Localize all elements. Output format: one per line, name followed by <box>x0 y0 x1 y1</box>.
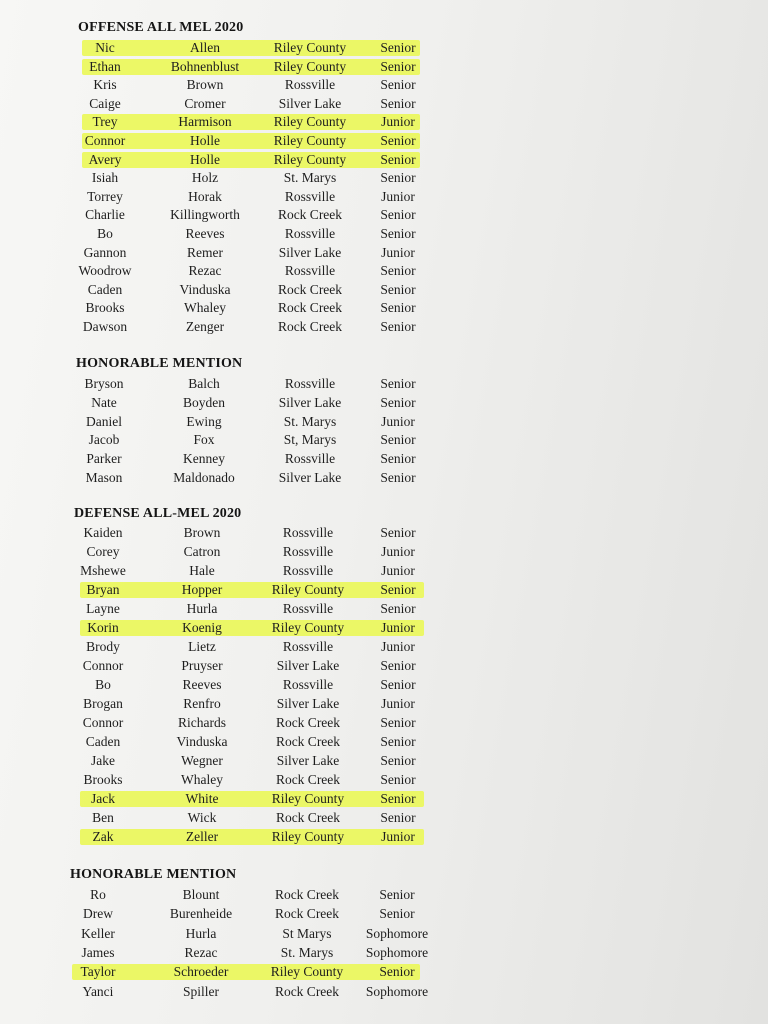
class-year: Junior <box>381 188 415 204</box>
roster-row <box>0 561 768 580</box>
school-name: Rock Creek <box>277 300 343 316</box>
class-year: Senior <box>380 432 416 448</box>
class-year: Senior <box>380 319 416 334</box>
roster-row <box>0 75 768 94</box>
class-year: Senior <box>380 451 416 467</box>
school-name: Rock Creek <box>277 207 343 223</box>
last-name: Reeves <box>185 226 225 241</box>
last-name: Maldonado <box>173 470 235 485</box>
school-name: Rossville <box>284 77 336 93</box>
roster-row <box>0 694 768 713</box>
last-name: Koenig <box>182 620 222 635</box>
first-name: James <box>81 944 115 960</box>
class-year: Senior <box>380 470 416 485</box>
roster-row <box>0 904 768 923</box>
first-name: Jacob <box>88 432 120 448</box>
first-name: Isiah <box>91 170 119 186</box>
last-name: Kenney <box>183 451 225 467</box>
last-name: Blount <box>182 887 220 902</box>
school-name: Rossville <box>282 601 334 616</box>
roster-row <box>0 751 768 770</box>
school-name: Rock Creek <box>274 983 340 999</box>
first-name: Nic <box>95 40 115 55</box>
last-name: Boyden <box>183 394 225 410</box>
class-year: Junior <box>381 639 415 654</box>
first-name: Connor <box>82 658 124 673</box>
class-year: Senior <box>380 58 416 74</box>
first-name: Gannon <box>83 244 127 260</box>
roster-row <box>0 637 768 656</box>
school-name: Rossville <box>284 226 336 241</box>
class-year: Sophomore <box>365 983 429 999</box>
first-name: Bo <box>97 226 113 241</box>
last-name: Killingworth <box>170 207 240 223</box>
last-name: Balch <box>188 376 220 391</box>
roster-row <box>0 112 768 131</box>
roster-row <box>0 187 768 206</box>
class-year: Senior <box>380 170 416 186</box>
last-name: Renfro <box>183 696 221 711</box>
last-name: Rezac <box>184 944 218 960</box>
last-name: Richards <box>178 715 226 730</box>
last-name: Reeves <box>182 677 222 692</box>
last-name: Zenger <box>185 319 225 334</box>
roster-row <box>0 38 768 57</box>
roster-row <box>0 789 768 808</box>
class-year: Senior <box>379 964 415 980</box>
school-name: Rossville <box>284 263 336 279</box>
first-name: Torrey <box>87 188 123 204</box>
first-name: Kaiden <box>83 525 123 540</box>
last-name: Zeller <box>185 829 219 844</box>
class-year: Senior <box>380 601 416 616</box>
class-year: Senior <box>380 753 416 768</box>
roster-row <box>0 885 768 904</box>
first-name: Brooks <box>85 300 125 316</box>
first-name: Caden <box>85 734 121 749</box>
school-name: Riley County <box>273 58 347 74</box>
last-name: Lietz <box>188 639 216 654</box>
first-name: Jack <box>91 791 115 806</box>
last-name: Catron <box>183 544 221 559</box>
class-year: Junior <box>381 244 415 260</box>
roster-row <box>0 412 768 431</box>
roster-row <box>0 827 768 846</box>
class-year: Junior <box>381 544 415 559</box>
section-title: HONORABLE MENTION <box>76 356 243 371</box>
last-name: Whaley <box>184 300 226 316</box>
first-name: Mshewe <box>80 563 126 578</box>
last-name: Hopper <box>181 582 223 597</box>
school-name: Silver Lake <box>276 696 340 711</box>
first-name: Korin <box>87 620 119 635</box>
class-year: Senior <box>380 151 416 167</box>
school-name: Silver Lake <box>276 658 340 673</box>
roster-row <box>0 943 768 962</box>
class-year: Senior <box>380 281 416 297</box>
first-name: Kris <box>93 77 117 93</box>
first-name: Avery <box>88 151 122 167</box>
class-year: Senior <box>380 133 416 148</box>
school-name: Rock Creek <box>277 319 343 334</box>
first-name: Connor <box>84 133 126 148</box>
class-year: Senior <box>380 300 416 316</box>
school-name: Rossville <box>284 188 336 204</box>
first-name: Bo <box>95 677 111 692</box>
roster-row <box>0 298 768 317</box>
school-name: Rossville <box>282 677 334 692</box>
first-name: Charlie <box>85 207 125 223</box>
last-name: Rezac <box>188 263 222 279</box>
roster-row <box>0 982 768 1001</box>
school-name: St. Marys <box>280 944 334 960</box>
class-year: Junior <box>381 829 415 844</box>
last-name: Horak <box>188 188 222 204</box>
class-year: Senior <box>380 658 416 673</box>
class-year: Senior <box>380 791 416 806</box>
last-name: Holle <box>190 133 220 148</box>
class-year: Senior <box>380 677 416 692</box>
first-name: Jake <box>91 753 115 768</box>
class-year: Senior <box>379 887 415 902</box>
class-year: Junior <box>381 696 415 711</box>
school-name: Riley County <box>271 620 345 635</box>
school-name: Rock Creek <box>275 715 341 730</box>
class-year: Senior <box>380 772 416 787</box>
last-name: Holle <box>190 151 220 167</box>
first-name: Layne <box>86 601 120 616</box>
roster-row <box>0 393 768 412</box>
first-name: Keller <box>81 925 115 941</box>
first-name: Woodrow <box>78 263 132 279</box>
roster-row <box>0 618 768 637</box>
school-name: Rock Creek <box>275 772 341 787</box>
school-name: St Marys <box>282 925 332 941</box>
last-name: Brown <box>183 525 221 540</box>
school-name: Silver Lake <box>278 95 342 111</box>
roster-row <box>0 599 768 618</box>
first-name: Brooks <box>83 772 123 787</box>
first-name: Drew <box>83 906 113 922</box>
class-year: Sophomore <box>365 925 429 941</box>
first-name: Ben <box>92 810 114 825</box>
roster-row <box>0 770 768 789</box>
roster-row <box>0 168 768 187</box>
class-year: Senior <box>380 715 416 730</box>
section-title: OFFENSE ALL MEL 2020 <box>78 20 244 35</box>
first-name: Ro <box>90 887 106 902</box>
section-title: DEFENSE ALL-MEL 2020 <box>74 506 242 521</box>
last-name: Pruyser <box>181 658 223 673</box>
roster-row <box>0 542 768 561</box>
last-name: Allen <box>190 40 220 55</box>
school-name: Silver Lake <box>278 244 342 260</box>
school-name: Riley County <box>273 133 347 148</box>
class-year: Junior <box>381 563 415 578</box>
last-name: Remer <box>187 244 223 260</box>
school-name: Rossville <box>282 639 334 654</box>
class-year: Senior <box>380 734 416 749</box>
first-name: Caden <box>87 281 123 297</box>
first-name: Ethan <box>89 58 121 74</box>
last-name: Holz <box>191 170 219 186</box>
class-year: Senior <box>380 40 416 55</box>
first-name: Daniel <box>86 413 122 429</box>
roster-row <box>0 374 768 393</box>
class-year: Senior <box>380 263 416 279</box>
first-name: Caige <box>89 95 121 111</box>
first-name: Brogan <box>83 696 123 711</box>
school-name: Rossville <box>282 525 334 540</box>
roster-row <box>0 150 768 169</box>
school-name: Rock Creek <box>275 734 341 749</box>
roster-row <box>0 523 768 542</box>
class-year: Junior <box>381 413 415 429</box>
class-year: Senior <box>380 376 416 391</box>
school-name: Silver Lake <box>276 753 340 768</box>
first-name: Yanci <box>82 983 114 999</box>
roster-row <box>0 224 768 243</box>
class-year: Senior <box>380 525 416 540</box>
school-name: Silver Lake <box>278 394 342 410</box>
school-name: Riley County <box>271 829 345 844</box>
roster-row <box>0 261 768 280</box>
first-name: Dawson <box>82 319 128 334</box>
roster-row <box>0 675 768 694</box>
school-name: Rossville <box>284 451 336 467</box>
roster-row <box>0 57 768 76</box>
roster-row <box>0 280 768 299</box>
first-name: Mason <box>85 470 123 485</box>
roster-row <box>0 449 768 468</box>
school-name: Rossville <box>282 544 334 559</box>
class-year: Senior <box>380 95 416 111</box>
first-name: Brody <box>86 639 120 654</box>
school-name: Rock Creek <box>277 281 343 297</box>
school-name: Rossville <box>282 563 334 578</box>
last-name: Vinduska <box>179 281 231 297</box>
last-name: Harmison <box>178 114 232 130</box>
class-year: Senior <box>380 77 416 93</box>
last-name: Hale <box>189 563 215 578</box>
class-year: Junior <box>381 620 415 635</box>
school-name: Rock Creek <box>274 887 340 902</box>
first-name: Nate <box>91 394 117 410</box>
last-name: Wick <box>187 810 217 825</box>
class-year: Senior <box>379 906 415 922</box>
school-name: Rock Creek <box>274 906 340 922</box>
roster-row <box>0 243 768 262</box>
school-name: Silver Lake <box>278 470 342 485</box>
school-name: Rock Creek <box>275 810 341 825</box>
last-name: Cromer <box>184 95 226 111</box>
last-name: Ewing <box>186 413 222 429</box>
roster-row <box>0 808 768 827</box>
roster-row <box>0 468 768 487</box>
class-year: Senior <box>380 394 416 410</box>
roster-row <box>0 732 768 751</box>
first-name: Connor <box>82 715 124 730</box>
class-year: Senior <box>380 226 416 241</box>
last-name: Brown <box>186 77 224 93</box>
last-name: Hurla <box>185 925 217 941</box>
last-name: Hurla <box>186 601 218 616</box>
class-year: Sophomore <box>365 944 429 960</box>
last-name: Fox <box>193 432 215 448</box>
last-name: Schroeder <box>173 964 229 980</box>
roster-row <box>0 713 768 732</box>
school-name: Riley County <box>273 114 347 130</box>
school-name: Riley County <box>273 40 347 55</box>
school-name: Rossville <box>284 376 336 391</box>
roster-row <box>0 94 768 113</box>
roster-row <box>0 656 768 675</box>
roster-row <box>0 580 768 599</box>
last-name: Bohnenblust <box>170 58 240 74</box>
school-name: Riley County <box>271 582 345 597</box>
last-name: Burenheide <box>169 906 233 922</box>
roster-row <box>0 924 768 943</box>
school-name: Riley County <box>270 964 344 980</box>
class-year: Junior <box>381 114 415 130</box>
class-year: Senior <box>380 207 416 223</box>
school-name: Riley County <box>271 791 345 806</box>
roster-row <box>0 962 768 981</box>
roster-row <box>0 317 768 336</box>
section-title: HONORABLE MENTION <box>70 867 237 882</box>
class-year: Senior <box>380 582 416 597</box>
roster-row <box>0 131 768 150</box>
last-name: Whaley <box>181 772 223 787</box>
last-name: White <box>185 791 219 806</box>
last-name: Vinduska <box>176 734 228 749</box>
last-name: Wegner <box>181 753 223 768</box>
first-name: Bryson <box>84 376 124 391</box>
roster-row <box>0 205 768 224</box>
first-name: Parker <box>86 451 122 467</box>
first-name: Zak <box>92 829 114 844</box>
school-name: St. Marys <box>283 170 337 186</box>
first-name: Trey <box>92 114 118 130</box>
class-year: Senior <box>380 810 416 825</box>
last-name: Spiller <box>183 983 219 999</box>
school-name: Riley County <box>273 151 347 167</box>
roster-row <box>0 430 768 449</box>
first-name: Corey <box>86 544 120 559</box>
first-name: Taylor <box>80 964 116 980</box>
school-name: St. Marys <box>283 413 337 429</box>
school-name: St, Marys <box>283 432 337 448</box>
first-name: Bryan <box>86 582 120 597</box>
